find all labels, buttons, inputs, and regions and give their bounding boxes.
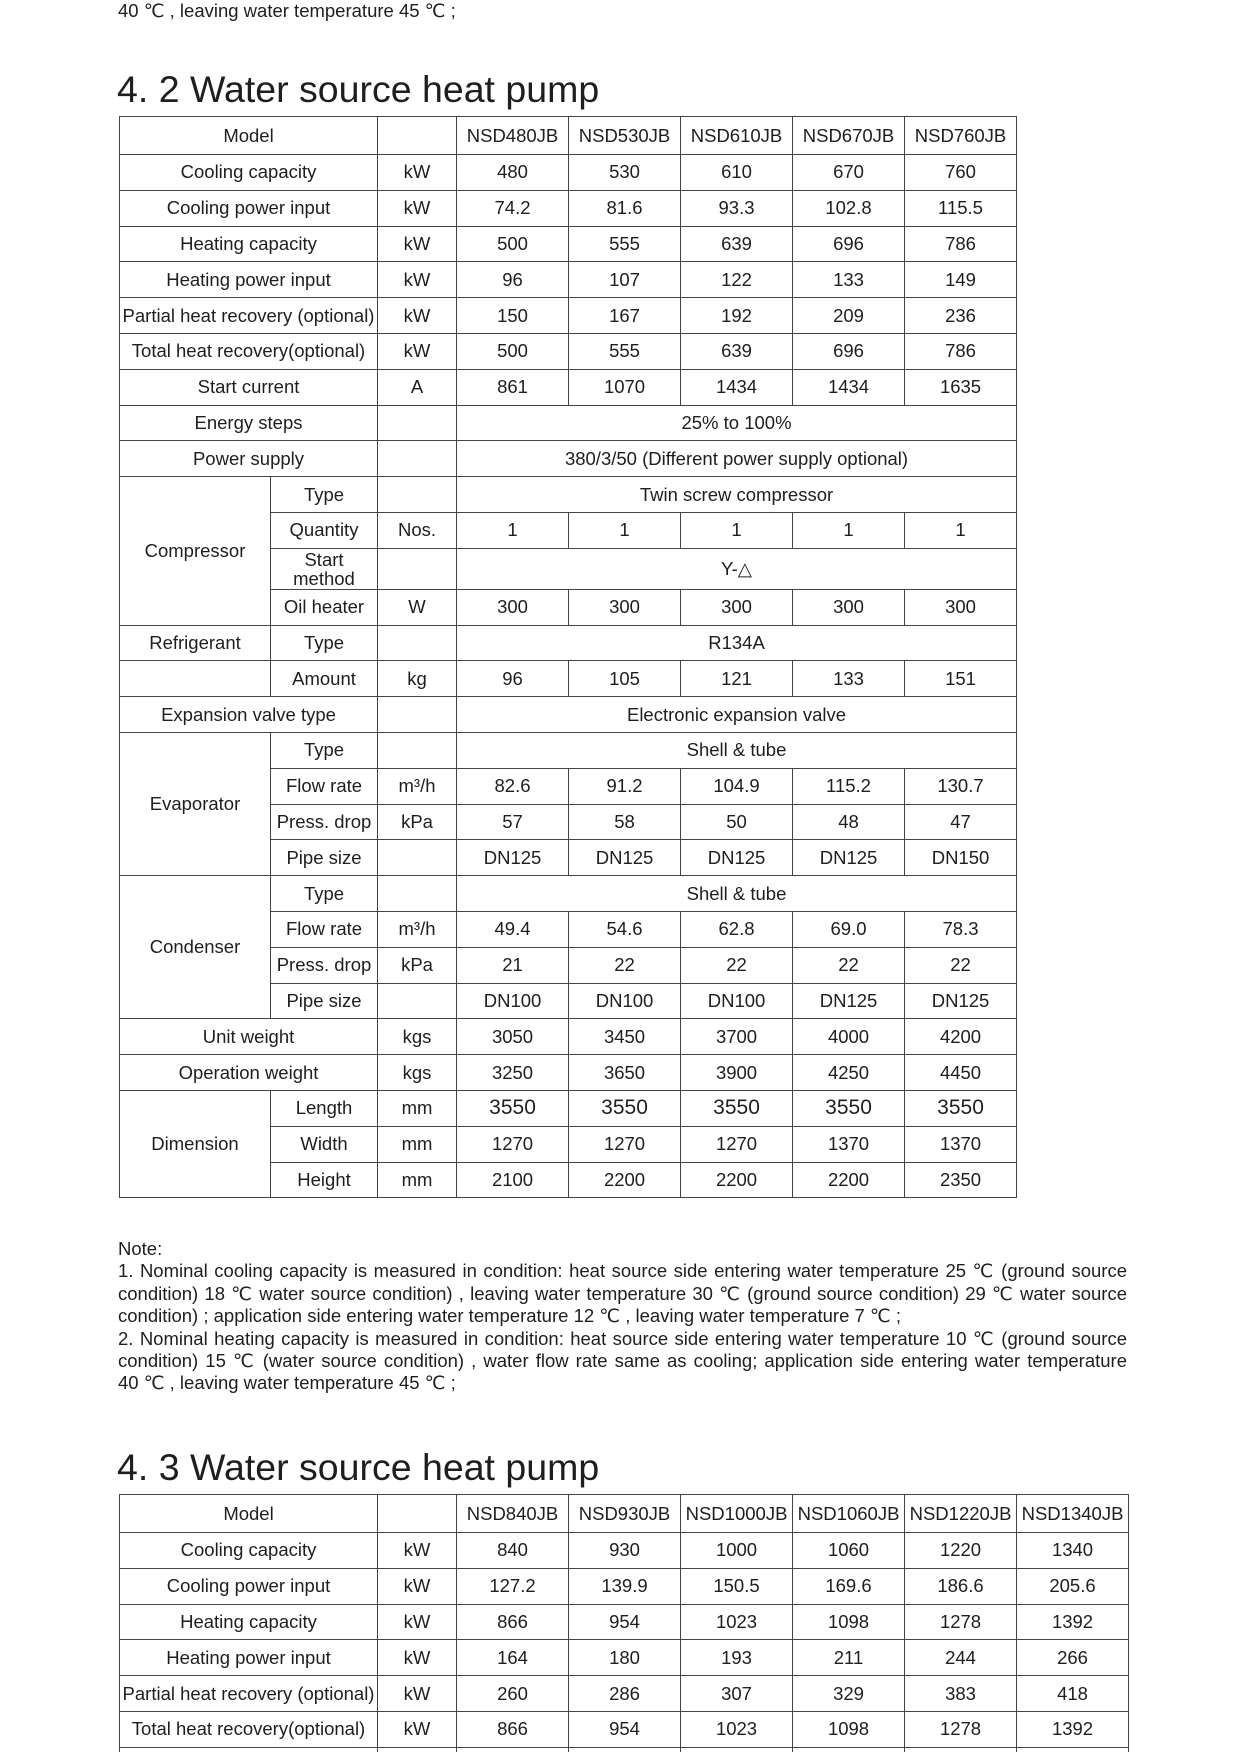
value-cell: 786 xyxy=(905,226,1017,262)
value-cell: 1392 xyxy=(1017,1711,1129,1747)
table-row xyxy=(120,226,1017,262)
unit-cell xyxy=(378,625,457,661)
row-label: Heating capacity xyxy=(120,1604,378,1640)
merged-value-cell: Shell & tube xyxy=(457,876,1017,912)
value-cell: 139.9 xyxy=(569,1568,681,1604)
value-cell: 3050 xyxy=(457,1019,569,1055)
value-cell: 1 xyxy=(793,512,905,548)
value-cell: DN125 xyxy=(457,840,569,876)
value-cell: 209 xyxy=(793,298,905,334)
unit-cell: kW xyxy=(378,1533,457,1569)
table-row xyxy=(120,1676,1129,1712)
row-label: Heating capacity xyxy=(120,226,378,262)
value-cell: 74.2 xyxy=(457,190,569,226)
table-row xyxy=(120,1055,1017,1091)
unit-cell: m³/h xyxy=(378,911,457,947)
value-cell: 639 xyxy=(681,333,793,369)
value-cell: 1 xyxy=(681,512,793,548)
value-cell: 760 xyxy=(905,155,1017,191)
value-cell: 167 xyxy=(569,298,681,334)
group-label xyxy=(120,661,271,697)
unit-cell: kW xyxy=(378,155,457,191)
row-label: Partial heat recovery (optional) xyxy=(120,1676,378,1712)
table-row xyxy=(120,190,1017,226)
value-cell: 286 xyxy=(569,1676,681,1712)
value-cell: 50 xyxy=(681,804,793,840)
unit-cell: kPa xyxy=(378,804,457,840)
group-label: Evaporator xyxy=(120,732,271,875)
value-cell: 3650 xyxy=(569,1055,681,1091)
row-label: Partial heat recovery (optional) xyxy=(120,298,378,334)
value-cell: 150.5 xyxy=(681,1568,793,1604)
table-row-partial xyxy=(120,1747,1129,1752)
model-label: Model xyxy=(120,1495,378,1533)
value-cell: DN125 xyxy=(793,840,905,876)
group-label: Compressor xyxy=(120,477,271,625)
row-label: Cooling power input xyxy=(120,1568,378,1604)
model-name: NSD1340JB xyxy=(1017,1495,1129,1533)
table-row xyxy=(120,661,1017,697)
row-label: Cooling capacity xyxy=(120,1533,378,1569)
table-header-row xyxy=(120,117,1017,155)
model-name: NSD930JB xyxy=(569,1495,681,1533)
value-cell: 1060 xyxy=(793,1533,905,1569)
value-cell: 2100 xyxy=(457,1162,569,1198)
value-cell: 300 xyxy=(569,589,681,625)
spec-table-4-3 xyxy=(119,1494,1129,1752)
sub-label: Type xyxy=(271,732,378,768)
value-cell: 383 xyxy=(905,1676,1017,1712)
value-cell: 3450 xyxy=(569,1019,681,1055)
partial-row-cell xyxy=(457,1747,569,1752)
value-cell: 696 xyxy=(793,226,905,262)
model-name: NSD1220JB xyxy=(905,1495,1017,1533)
value-cell: 1370 xyxy=(905,1126,1017,1162)
value-cell: 1220 xyxy=(905,1533,1017,1569)
unit-cell xyxy=(378,697,457,733)
value-cell: 500 xyxy=(457,226,569,262)
model-name: NSD610JB xyxy=(681,117,793,155)
unit-cell: kW xyxy=(378,298,457,334)
value-cell: 307 xyxy=(681,1676,793,1712)
value-cell: 58 xyxy=(569,804,681,840)
value-cell: 260 xyxy=(457,1676,569,1712)
group-label: Dimension xyxy=(120,1090,271,1197)
row-label: Total heat recovery(optional) xyxy=(120,1711,378,1747)
row-label: Cooling capacity xyxy=(120,155,378,191)
value-cell: 329 xyxy=(793,1676,905,1712)
note-line: condition) 15 ℃ (water source condition) , water flow rate same as cooling; application side entering water temperature xyxy=(118,1350,1127,1372)
table-body xyxy=(120,117,1017,1198)
value-cell: 1434 xyxy=(793,369,905,405)
value-cell: 266 xyxy=(1017,1640,1129,1676)
value-cell: 555 xyxy=(569,333,681,369)
merged-value-cell: 25% to 100% xyxy=(457,405,1017,441)
table-row xyxy=(120,1640,1129,1676)
value-cell: 54.6 xyxy=(569,911,681,947)
value-cell: 115.2 xyxy=(793,768,905,804)
merged-value-cell: Twin screw compressor xyxy=(457,477,1017,513)
unit-cell: kW xyxy=(378,262,457,298)
value-cell: 3550 xyxy=(681,1090,793,1126)
value-cell: 1635 xyxy=(905,369,1017,405)
value-cell: 22 xyxy=(793,947,905,983)
value-cell: 930 xyxy=(569,1533,681,1569)
value-cell: 3550 xyxy=(793,1090,905,1126)
unit-cell: A xyxy=(378,369,457,405)
model-name: NSD480JB xyxy=(457,117,569,155)
value-cell: 105 xyxy=(569,661,681,697)
value-cell: 2200 xyxy=(681,1162,793,1198)
model-name: NSD530JB xyxy=(569,117,681,155)
value-cell: 1370 xyxy=(793,1126,905,1162)
value-cell: 1278 xyxy=(905,1604,1017,1640)
unit-cell: kW xyxy=(378,1711,457,1747)
value-cell: DN125 xyxy=(681,840,793,876)
value-cell: 82.6 xyxy=(457,768,569,804)
unit-cell: kW xyxy=(378,1676,457,1712)
table-row xyxy=(120,1604,1129,1640)
group-label: Refrigerant xyxy=(120,625,271,661)
note-block xyxy=(118,1238,1127,1395)
unit-cell: mm xyxy=(378,1090,457,1126)
value-cell: 555 xyxy=(569,226,681,262)
note-line: condition) 18 ℃ water source condition) , leaving water temperature 30 ℃ (ground source condition) 29 ℃ water source xyxy=(118,1282,1127,1304)
value-cell: 164 xyxy=(457,1640,569,1676)
partial-row-cell xyxy=(378,1747,457,1752)
value-cell: 236 xyxy=(905,298,1017,334)
value-cell: DN150 xyxy=(905,840,1017,876)
note-label: Note: xyxy=(118,1238,163,1259)
row-label: Total heat recovery(optional) xyxy=(120,333,378,369)
partial-row-cell xyxy=(793,1747,905,1752)
value-cell: 91.2 xyxy=(569,768,681,804)
value-cell: 211 xyxy=(793,1640,905,1676)
value-cell: 300 xyxy=(905,589,1017,625)
value-cell: 1098 xyxy=(793,1604,905,1640)
sub-label: Pipe size xyxy=(271,983,378,1019)
sub-label: Quantity xyxy=(271,512,378,548)
value-cell: DN100 xyxy=(457,983,569,1019)
merged-value-cell: Shell & tube xyxy=(457,732,1017,768)
table-row xyxy=(120,477,1017,513)
unit-cell: kW xyxy=(378,1604,457,1640)
note-line: 40 ℃ , leaving water temperature 45 ℃ ; xyxy=(118,1372,456,1394)
table-row xyxy=(120,732,1017,768)
row-label: Expansion valve type xyxy=(120,697,378,733)
unit-cell: kW xyxy=(378,226,457,262)
unit-cell xyxy=(378,1495,457,1533)
spec-table-4-2 xyxy=(119,116,1017,1198)
value-cell: 418 xyxy=(1017,1676,1129,1712)
table-row xyxy=(120,1019,1017,1055)
sub-label: Type xyxy=(271,477,378,513)
value-cell: DN125 xyxy=(793,983,905,1019)
value-cell: 1278 xyxy=(905,1711,1017,1747)
value-cell: 1 xyxy=(905,512,1017,548)
value-cell: 4450 xyxy=(905,1055,1017,1091)
unit-cell xyxy=(378,732,457,768)
value-cell: DN100 xyxy=(681,983,793,1019)
row-label: Heating power input xyxy=(120,1640,378,1676)
value-cell: 530 xyxy=(569,155,681,191)
unit-cell: mm xyxy=(378,1126,457,1162)
value-cell: 57 xyxy=(457,804,569,840)
value-cell: 1270 xyxy=(457,1126,569,1162)
value-cell: 4250 xyxy=(793,1055,905,1091)
value-cell: 133 xyxy=(793,262,905,298)
sub-label: Type xyxy=(271,876,378,912)
value-cell: 300 xyxy=(457,589,569,625)
value-cell: 104.9 xyxy=(681,768,793,804)
table-row xyxy=(120,333,1017,369)
note-line: 1. Nominal cooling capacity is measured in condition: heat source side entering water temperature 25 ℃ (ground source xyxy=(118,1260,1127,1282)
value-cell: 1340 xyxy=(1017,1533,1129,1569)
value-cell: 300 xyxy=(681,589,793,625)
table-row xyxy=(120,1568,1129,1604)
value-cell: 2200 xyxy=(793,1162,905,1198)
value-cell: 115.5 xyxy=(905,190,1017,226)
sub-label: Oil heater xyxy=(271,589,378,625)
value-cell: 22 xyxy=(905,947,1017,983)
sub-label: Amount xyxy=(271,661,378,697)
value-cell: 866 xyxy=(457,1604,569,1640)
value-cell: 954 xyxy=(569,1604,681,1640)
value-cell: 4200 xyxy=(905,1019,1017,1055)
value-cell: 639 xyxy=(681,226,793,262)
note-lines xyxy=(118,1260,1127,1394)
unit-cell xyxy=(378,548,457,589)
table-body xyxy=(120,1495,1129,1753)
sub-label: Start method xyxy=(271,548,378,589)
partial-row-cell xyxy=(681,1747,793,1752)
value-cell: 3900 xyxy=(681,1055,793,1091)
section-heading: 4. 3 Water source heat pump xyxy=(117,1446,600,1488)
sub-label: Flow rate xyxy=(271,911,378,947)
sub-label: Type xyxy=(271,625,378,661)
value-cell: 4000 xyxy=(793,1019,905,1055)
value-cell: 193 xyxy=(681,1640,793,1676)
unit-cell: kgs xyxy=(378,1019,457,1055)
row-label: Start current xyxy=(120,369,378,405)
value-cell: 78.3 xyxy=(905,911,1017,947)
unit-cell: kPa xyxy=(378,947,457,983)
value-cell: DN100 xyxy=(569,983,681,1019)
value-cell: DN125 xyxy=(569,840,681,876)
table-row xyxy=(120,298,1017,334)
continued-note-line: 40 ℃ , leaving water temperature 45 ℃ ; xyxy=(118,0,456,21)
sub-label: Height xyxy=(271,1162,378,1198)
unit-cell xyxy=(378,983,457,1019)
table-header-row xyxy=(120,1495,1129,1533)
table-row xyxy=(120,625,1017,661)
note-line: 2. Nominal heating capacity is measured in condition: heat source side entering water temperature 10 ℃ (ground source xyxy=(118,1327,1127,1349)
value-cell: 149 xyxy=(905,262,1017,298)
value-cell: 1023 xyxy=(681,1604,793,1640)
partial-row-cell xyxy=(1017,1747,1129,1752)
value-cell: 1270 xyxy=(681,1126,793,1162)
sub-label: Pipe size xyxy=(271,840,378,876)
value-cell: 1434 xyxy=(681,369,793,405)
table-row xyxy=(120,155,1017,191)
value-cell: 130.7 xyxy=(905,768,1017,804)
value-cell: 22 xyxy=(569,947,681,983)
sub-label: Press. drop xyxy=(271,947,378,983)
value-cell: 1070 xyxy=(569,369,681,405)
merged-value-cell: Electronic expansion valve xyxy=(457,697,1017,733)
unit-cell: mm xyxy=(378,1162,457,1198)
value-cell: 1098 xyxy=(793,1711,905,1747)
table-row xyxy=(120,697,1017,733)
model-name: NSD1000JB xyxy=(681,1495,793,1533)
merged-value-cell: Y-△ xyxy=(457,548,1017,589)
unit-cell: kW xyxy=(378,333,457,369)
value-cell: 670 xyxy=(793,155,905,191)
value-cell: 49.4 xyxy=(457,911,569,947)
table-row xyxy=(120,405,1017,441)
value-cell: 300 xyxy=(793,589,905,625)
value-cell: 69.0 xyxy=(793,911,905,947)
value-cell: 3550 xyxy=(905,1090,1017,1126)
value-cell: 48 xyxy=(793,804,905,840)
unit-cell: kg xyxy=(378,661,457,697)
value-cell: 62.8 xyxy=(681,911,793,947)
model-name: NSD1060JB xyxy=(793,1495,905,1533)
partial-row-cell xyxy=(569,1747,681,1752)
unit-cell: kW xyxy=(378,1640,457,1676)
value-cell: 1392 xyxy=(1017,1604,1129,1640)
value-cell: 1270 xyxy=(569,1126,681,1162)
model-name: NSD840JB xyxy=(457,1495,569,1533)
value-cell: 180 xyxy=(569,1640,681,1676)
table-row xyxy=(120,1533,1129,1569)
unit-cell: kW xyxy=(378,1568,457,1604)
table-row xyxy=(120,369,1017,405)
row-label: Energy steps xyxy=(120,405,378,441)
section-heading: 4. 2 Water source heat pump xyxy=(117,68,600,110)
value-cell: 244 xyxy=(905,1640,1017,1676)
model-label: Model xyxy=(120,117,378,155)
note-line: condition) ; application side entering water temperature 12 ℃ , leaving water temperature 7 ℃ ; xyxy=(118,1305,901,1327)
row-label: Cooling power input xyxy=(120,190,378,226)
value-cell: 133 xyxy=(793,661,905,697)
value-cell: 840 xyxy=(457,1533,569,1569)
row-label: Power supply xyxy=(120,441,378,477)
model-name: NSD670JB xyxy=(793,117,905,155)
value-cell: 500 xyxy=(457,333,569,369)
value-cell: 3700 xyxy=(681,1019,793,1055)
value-cell: 2350 xyxy=(905,1162,1017,1198)
value-cell: 81.6 xyxy=(569,190,681,226)
unit-cell xyxy=(378,876,457,912)
unit-cell: Nos. xyxy=(378,512,457,548)
value-cell: 192 xyxy=(681,298,793,334)
value-cell: 954 xyxy=(569,1711,681,1747)
unit-cell: kW xyxy=(378,190,457,226)
value-cell: 96 xyxy=(457,262,569,298)
value-cell: 93.3 xyxy=(681,190,793,226)
value-cell: 107 xyxy=(569,262,681,298)
unit-cell: kgs xyxy=(378,1055,457,1091)
value-cell: 610 xyxy=(681,155,793,191)
value-cell: 696 xyxy=(793,333,905,369)
value-cell: 205.6 xyxy=(1017,1568,1129,1604)
table-row xyxy=(120,1711,1129,1747)
unit-cell xyxy=(378,405,457,441)
merged-value-cell: 380/3/50 (Different power supply optional) xyxy=(457,441,1017,477)
model-name: NSD760JB xyxy=(905,117,1017,155)
sub-label: Press. drop xyxy=(271,804,378,840)
value-cell: 3550 xyxy=(457,1090,569,1126)
value-cell: 3550 xyxy=(569,1090,681,1126)
sub-label: Length xyxy=(271,1090,378,1126)
sub-label: Width xyxy=(271,1126,378,1162)
unit-cell xyxy=(378,117,457,155)
unit-cell: m³/h xyxy=(378,768,457,804)
value-cell: DN125 xyxy=(905,983,1017,1019)
value-cell: 1000 xyxy=(681,1533,793,1569)
value-cell: 102.8 xyxy=(793,190,905,226)
row-label: Operation weight xyxy=(120,1055,378,1091)
value-cell: 122 xyxy=(681,262,793,298)
value-cell: 150 xyxy=(457,298,569,334)
unit-cell xyxy=(378,477,457,513)
value-cell: 186.6 xyxy=(905,1568,1017,1604)
value-cell: 127.2 xyxy=(457,1568,569,1604)
value-cell: 47 xyxy=(905,804,1017,840)
value-cell: 2200 xyxy=(569,1162,681,1198)
value-cell: 1023 xyxy=(681,1711,793,1747)
value-cell: 121 xyxy=(681,661,793,697)
value-cell: 22 xyxy=(681,947,793,983)
value-cell: 866 xyxy=(457,1711,569,1747)
unit-cell xyxy=(378,840,457,876)
value-cell: 480 xyxy=(457,155,569,191)
table-row xyxy=(120,262,1017,298)
unit-cell: W xyxy=(378,589,457,625)
unit-cell xyxy=(378,441,457,477)
value-cell: 151 xyxy=(905,661,1017,697)
value-cell: 861 xyxy=(457,369,569,405)
sub-label: Flow rate xyxy=(271,768,378,804)
partial-row-cell xyxy=(905,1747,1017,1752)
row-label: Unit weight xyxy=(120,1019,378,1055)
table-row xyxy=(120,1090,1017,1126)
value-cell: 21 xyxy=(457,947,569,983)
value-cell: 1 xyxy=(457,512,569,548)
table-row xyxy=(120,441,1017,477)
group-label: Condenser xyxy=(120,876,271,1019)
value-cell: 786 xyxy=(905,333,1017,369)
value-cell: 169.6 xyxy=(793,1568,905,1604)
value-cell: 3250 xyxy=(457,1055,569,1091)
merged-value-cell: R134A xyxy=(457,625,1017,661)
value-cell: 96 xyxy=(457,661,569,697)
partial-row-cell xyxy=(120,1747,378,1752)
value-cell: 1 xyxy=(569,512,681,548)
table-row xyxy=(120,876,1017,912)
row-label: Heating power input xyxy=(120,262,378,298)
